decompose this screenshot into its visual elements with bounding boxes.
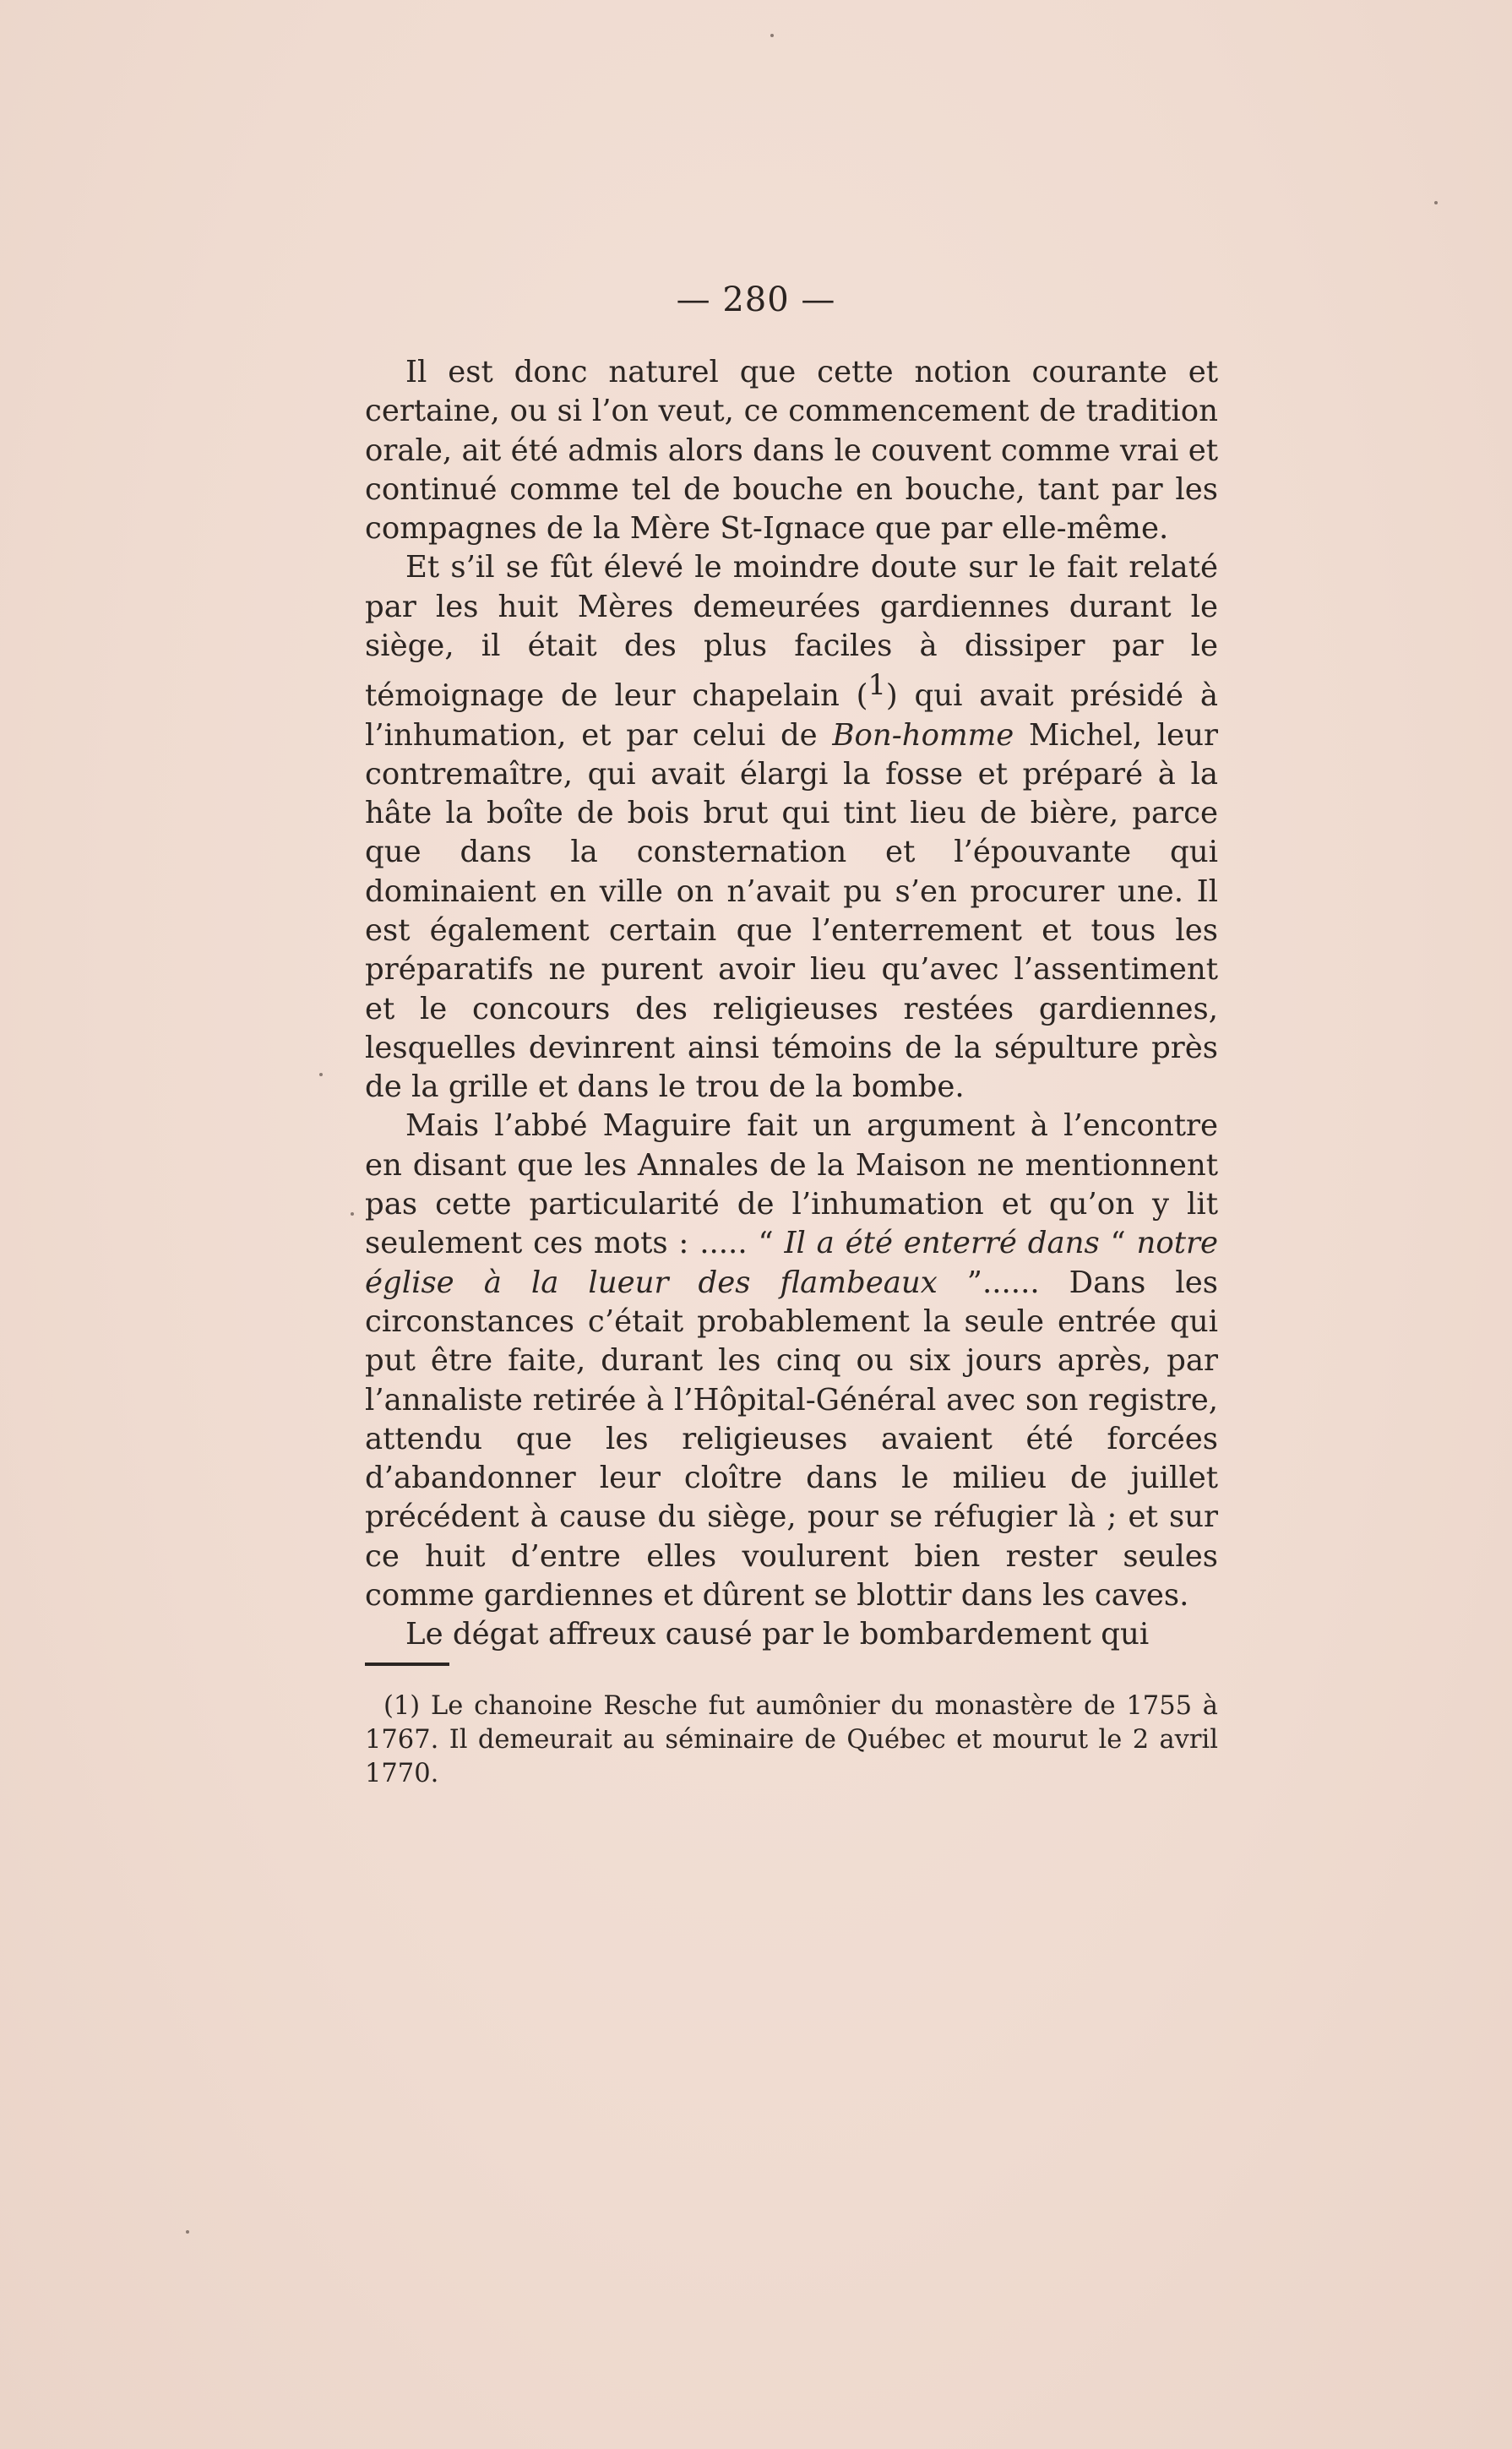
paragraph-3-text-a: Mais l’abbé Maguire fait un argument à l’encontre en disant que les Annales de la Maison ne mentionnent pas cette particularité de l’inhumation et qu’on y lit seulement ces mots : ..... “ xyxy=(365,1108,1218,1261)
footnote-reference: 1 xyxy=(867,668,886,702)
paper-speck xyxy=(186,2230,189,2234)
paragraph-1 xyxy=(365,353,1218,548)
footnote xyxy=(365,1690,1218,1791)
paper-speck xyxy=(770,34,774,37)
paragraph-2 xyxy=(365,548,1218,1107)
quotation-italic-2: notre église à la lueur des flambeaux xyxy=(365,1226,1219,1300)
paragraph-3 xyxy=(365,1107,1218,1615)
paragraph-4-text: Le dégat affreux causé par le bombardement qui xyxy=(405,1617,1150,1652)
page-number: — 280 — xyxy=(676,280,836,319)
paper-speck xyxy=(319,1073,323,1076)
paragraph-2-text-a: Et s’il se fût élevé le moindre doute sur le fait relaté par les huit Mères demeurées gardiennes durant le siège, il était des plus faciles à dissiper par le témoignage de leur chapelain ( xyxy=(365,550,1218,714)
paper-speck xyxy=(351,1212,354,1216)
paragraph-3-text-c: ”...... Dans les circonstances c’était probablement la seule entrée qui put être faite, durant les cinq ou six jours après, par l’annaliste retirée à l’Hôpital-Général avec son registre, attendu que les religieuses avaient été forcées d’abandonner leur cloître dans le milieu de juillet précédent à cause du siège, pour se réfugier là ; et sur ce huit d’entre elles voulurent bien rester seules comme gardiennes et dûrent se blottir dans les caves. xyxy=(365,1265,1218,1614)
paper-speck xyxy=(1434,201,1438,204)
footnote-text: Le chanoine Resche fut aumônier du monastère de 1755 à 1767. Il demeurait au séminaire de Québec et mourut le 2 avril 1770. xyxy=(365,1691,1218,1788)
paragraph-2-text-c: Michel, leur contremaître, qui avait élargi la fosse et préparé à la hâte la boîte de bois brut qui tint lieu de bière, parce que dans la consternation et l’épouvante qui dominaient en ville on n’avait pu s’en procurer une. Il est également certain que l’enterrement et tous les préparatifs ne purent avoir lieu qu’avec l’assentiment et le concours des religieuses restées gardiennes, lesquelles devinrent ainsi témoins de la sépulture près de la grille et dans le trou de la bombe. xyxy=(365,717,1218,1105)
footnote-marker: (1) xyxy=(383,1691,421,1721)
italic-name: Bon-homme xyxy=(832,717,1014,753)
quotation-italic-1: Il a été enterré dans xyxy=(784,1226,1100,1261)
paragraph-1-text: Il est donc naturel que cette notion courante et certaine, ou si l’on veut, ce commencement de tradition orale, ait été admis alors dans le couvent comme vrai et continué comme tel de bouche en bouche, tant par les compagnes de la Mère St-Ignace que par elle-même. xyxy=(365,355,1218,547)
paragraph-4 xyxy=(365,1615,1218,1654)
paragraph-3-text-b: “ xyxy=(1099,1226,1137,1261)
paragraph-2-text-b: ) qui avait présidé à l’inhumation, et par celui de xyxy=(365,678,1219,753)
footnote-divider xyxy=(365,1663,449,1666)
body-text xyxy=(365,353,1218,1655)
